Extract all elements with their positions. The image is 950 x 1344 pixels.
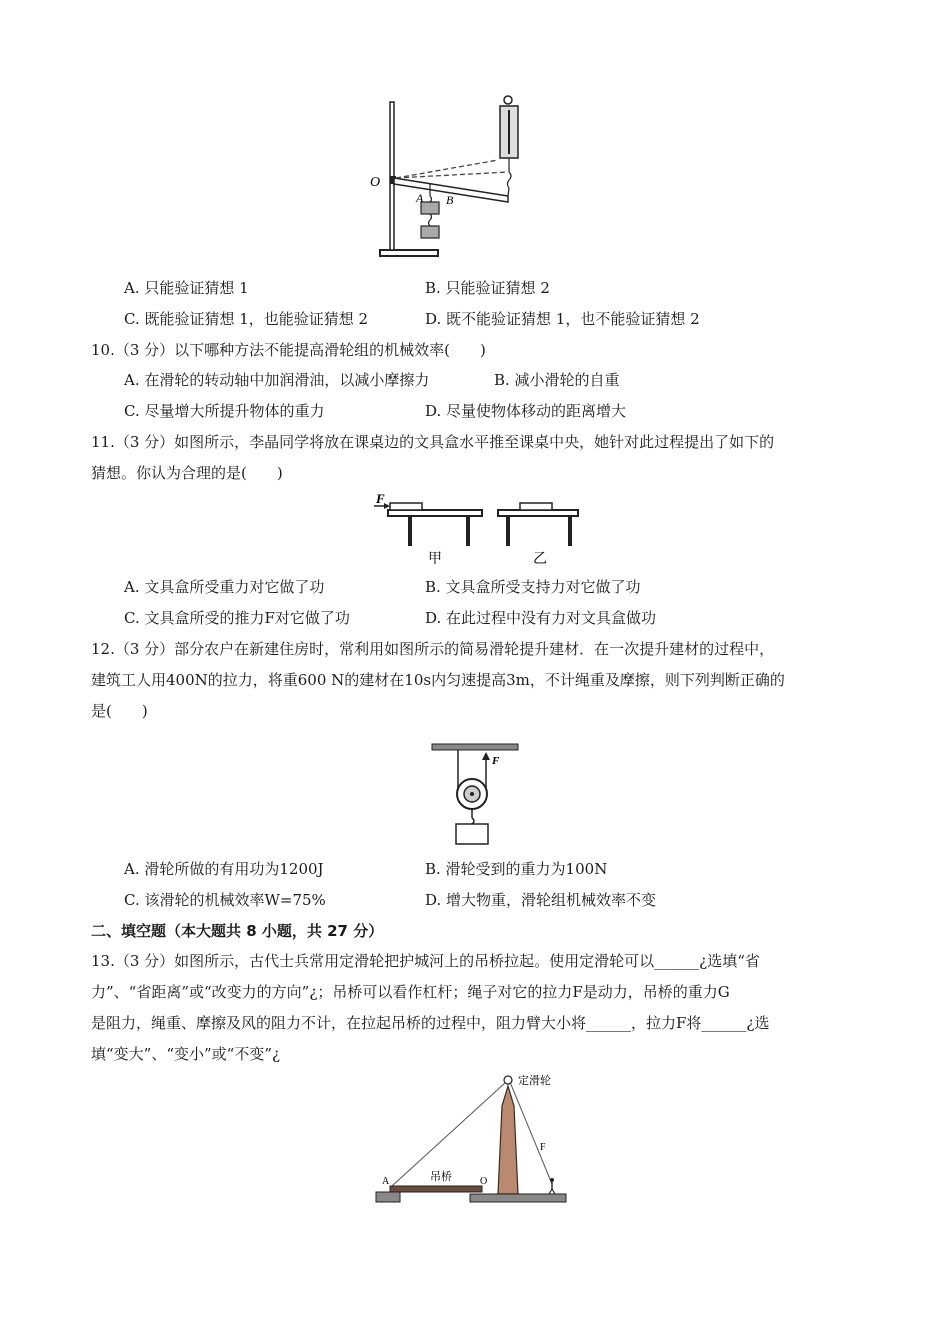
q10-option-d: D. 尽量使物体移动的距离增大: [425, 402, 627, 420]
q12-stem-line3: 是( ): [91, 702, 148, 720]
figure-label-jia: 甲: [428, 552, 442, 567]
q11-option-b: B. 文具盒所受支持力对它做了功: [425, 578, 641, 596]
lever-experiment-figure: [368, 92, 528, 264]
bridge-label: 吊桥: [430, 1171, 452, 1183]
q12-stem-line1: 12.（3 分）部分农户在新建住房时，常利用如图所示的简易滑轮提升建材．在一次提升建材的过程中，: [91, 640, 775, 658]
q11-stem-line2: 猜想。你认为合理的是( ): [91, 464, 283, 482]
desk-push-figure: [370, 490, 585, 568]
q11-option-a: A. 文具盒所受重力对它做了功: [124, 578, 325, 596]
q13-line1: 13.（3 分）如图所示，古代士兵常用定滑轮把护城河上的吊桥拉起。使用定滑轮可以______¿选填“省: [91, 952, 760, 970]
q11-option-c: C. 文具盒所受的推力F对它做了功: [124, 609, 350, 627]
q9-option-c: C. 既能验证猜想 1，也能验证猜想 2: [124, 310, 369, 328]
bridge-point-o: O: [480, 1176, 488, 1187]
rope-force-label: F: [540, 1142, 546, 1153]
q12-option-d: D. 增大物重，滑轮组机械效率不变: [425, 891, 657, 909]
q9-option-b: B. 只能验证猜想 2: [425, 279, 550, 297]
q12-stem-line2: 建筑工人用400N的拉力，将重600 N的建材在10s内匀速提高3m，不计绳重及摩擦，则下列判断正确的: [91, 671, 785, 689]
q9-option-d: D. 既不能验证猜想 1，也不能验证猜想 2: [425, 310, 700, 328]
q13-line4: 填“变大”、“变小”或“不变”¿: [91, 1045, 281, 1063]
section-title-fill-in: 二、填空题（本大题共 8 小题，共 27 分）: [91, 922, 384, 940]
figure-label-yi: 乙: [533, 552, 547, 567]
push-force-label: F: [376, 491, 385, 506]
fixed-pulley-label: 定滑轮: [518, 1075, 551, 1087]
lever-label-b: B: [446, 193, 454, 207]
pulley-force-label: F: [492, 755, 500, 767]
lever-label-o: O: [370, 175, 381, 190]
q12-option-b: B. 滑轮受到的重力为100N: [425, 860, 608, 878]
q10-option-b: B. 减小滑轮的自重: [494, 371, 620, 389]
q10-stem: 10.（3 分）以下哪种方法不能提高滑轮组的机械效率( ): [91, 341, 486, 359]
q9-option-a: A. 只能验证猜想 1: [124, 279, 249, 297]
drawbridge-figure: [372, 1066, 578, 1222]
q12-option-c: C. 该滑轮的机械效率W=75%: [124, 891, 326, 909]
q13-line2: 力”、“省距离”或“改变力的方向”¿；吊桥可以看作杠杆；绳子对它的拉力F是动力，吊桥的重力G: [91, 983, 730, 1001]
q11-option-d: D. 在此过程中没有力对文具盒做功: [425, 609, 657, 627]
movable-pulley-figure: [428, 738, 524, 854]
q13-line3: 是阻力，绳重、摩擦及风的阻力不计，在拉起吊桥的过程中，阻力臂大小将______，拉力F将______¿选: [91, 1014, 770, 1032]
q12-option-a: A. 滑轮所做的有用功为1200J: [124, 860, 324, 878]
q10-option-c: C. 尽量增大所提升物体的重力: [124, 402, 325, 420]
q11-stem-line1: 11.（3 分）如图所示，李晶同学将放在课桌边的文具盒水平推至课桌中央，她针对此过程提出了如下的: [91, 433, 775, 451]
q10-option-a: A. 在滑轮的转动轴中加润滑油，以减小摩擦力: [124, 371, 430, 389]
bridge-point-a: A: [382, 1176, 390, 1187]
lever-label-a: A: [416, 191, 424, 205]
